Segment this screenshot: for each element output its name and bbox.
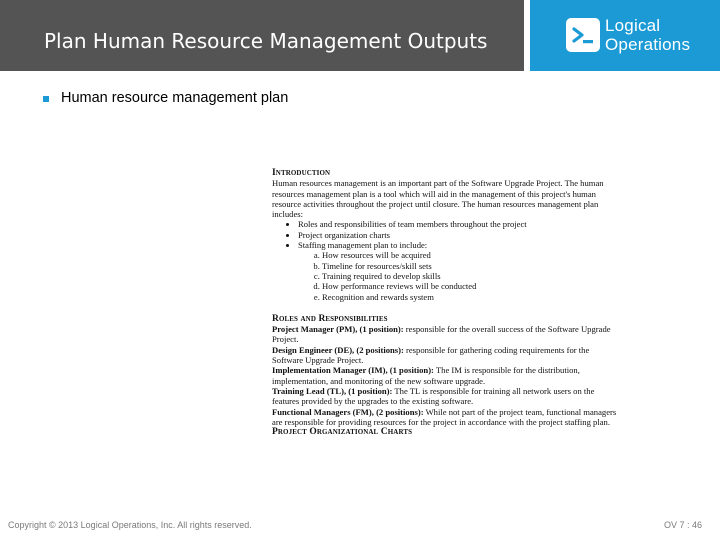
document-excerpt xyxy=(272,168,620,460)
intro-line: Human resources management is an important part of the Software Upgrade Project. The human xyxy=(272,178,604,189)
role-text: While not part of the project team, functional managers are responsible for providing resources for the project in accordance with the project staffing plan. xyxy=(272,406,617,427)
role-label: Project Manager (PM), (1 position): xyxy=(272,324,404,335)
logical-operations-logo-icon xyxy=(566,18,600,52)
role-text: The IM is responsible for the distribution, implementation, and monitoring of the new software upgrade. xyxy=(272,365,580,386)
intro-line: includes: xyxy=(272,209,304,220)
logo-panel xyxy=(530,0,720,71)
title-bar xyxy=(0,0,524,71)
intro-heading: Introduction xyxy=(272,168,331,178)
intro-bullet: • Roles and responsibilities of team members throughout the project xyxy=(298,219,620,229)
staffing-sub-list xyxy=(272,250,620,301)
copyright-text: Copyright © 2013 Logical Operations, Inc. All rights reserved. xyxy=(8,520,252,530)
role-label: Implementation Manager (IM), (1 position): xyxy=(272,365,434,376)
spacer xyxy=(272,302,620,314)
roles-heading: Roles and Responsibilities xyxy=(272,313,388,324)
intro-bullet-list xyxy=(272,219,620,250)
intro-bullet: • Project organization charts xyxy=(298,230,620,240)
role-entry xyxy=(272,386,620,407)
logo-line1: Logical xyxy=(605,16,661,35)
bullet-item xyxy=(43,90,288,106)
logo-wordmark xyxy=(605,16,690,54)
intro-line: resource activities throughout the project until closure. The human resources management plan xyxy=(272,198,599,209)
role-text: responsible for gathering coding requirements for the Software Upgrade Project. xyxy=(272,344,590,366)
sub-item: c. Training required to develop skills xyxy=(322,271,620,281)
slide-title: Plan Human Resource Management Outputs xyxy=(44,29,488,53)
square-bullet-icon xyxy=(43,96,49,102)
role-text: The TL is responsible for training all network users on the features provided by the upgrades to the existing software. xyxy=(272,385,595,407)
role-label: Functional Managers (FM), (2 positions): xyxy=(272,406,424,417)
role-entry xyxy=(272,345,620,366)
logo-line2: Operations xyxy=(605,35,691,54)
sub-item: e. Recognition and rewards system xyxy=(322,292,620,302)
role-entry xyxy=(272,324,620,345)
role-entry xyxy=(272,365,620,386)
role-entry xyxy=(272,407,620,428)
intro-bullet: • Staffing management plan to include: xyxy=(298,240,620,250)
sub-item: b. Timeline for resources/skill sets xyxy=(322,261,620,271)
role-label: Design Engineer (DE), (2 positions): xyxy=(272,344,404,355)
role-label: Training Lead (TL), (1 position): xyxy=(272,385,393,396)
page-number: OV 7 : 46 xyxy=(664,520,703,530)
intro-line: resources management plan is a tool which will aid in the management of this project's human xyxy=(272,188,596,199)
role-text: responsible for the overall success of the Software Upgrade Project. xyxy=(272,324,611,345)
bullet-text: Human resource management plan xyxy=(61,90,289,106)
charts-heading: Project Organizational Charts xyxy=(272,427,413,438)
sub-item: d. How performance reviews will be conducted xyxy=(322,281,620,291)
sub-item: a. How resources will be acquired xyxy=(322,250,620,260)
